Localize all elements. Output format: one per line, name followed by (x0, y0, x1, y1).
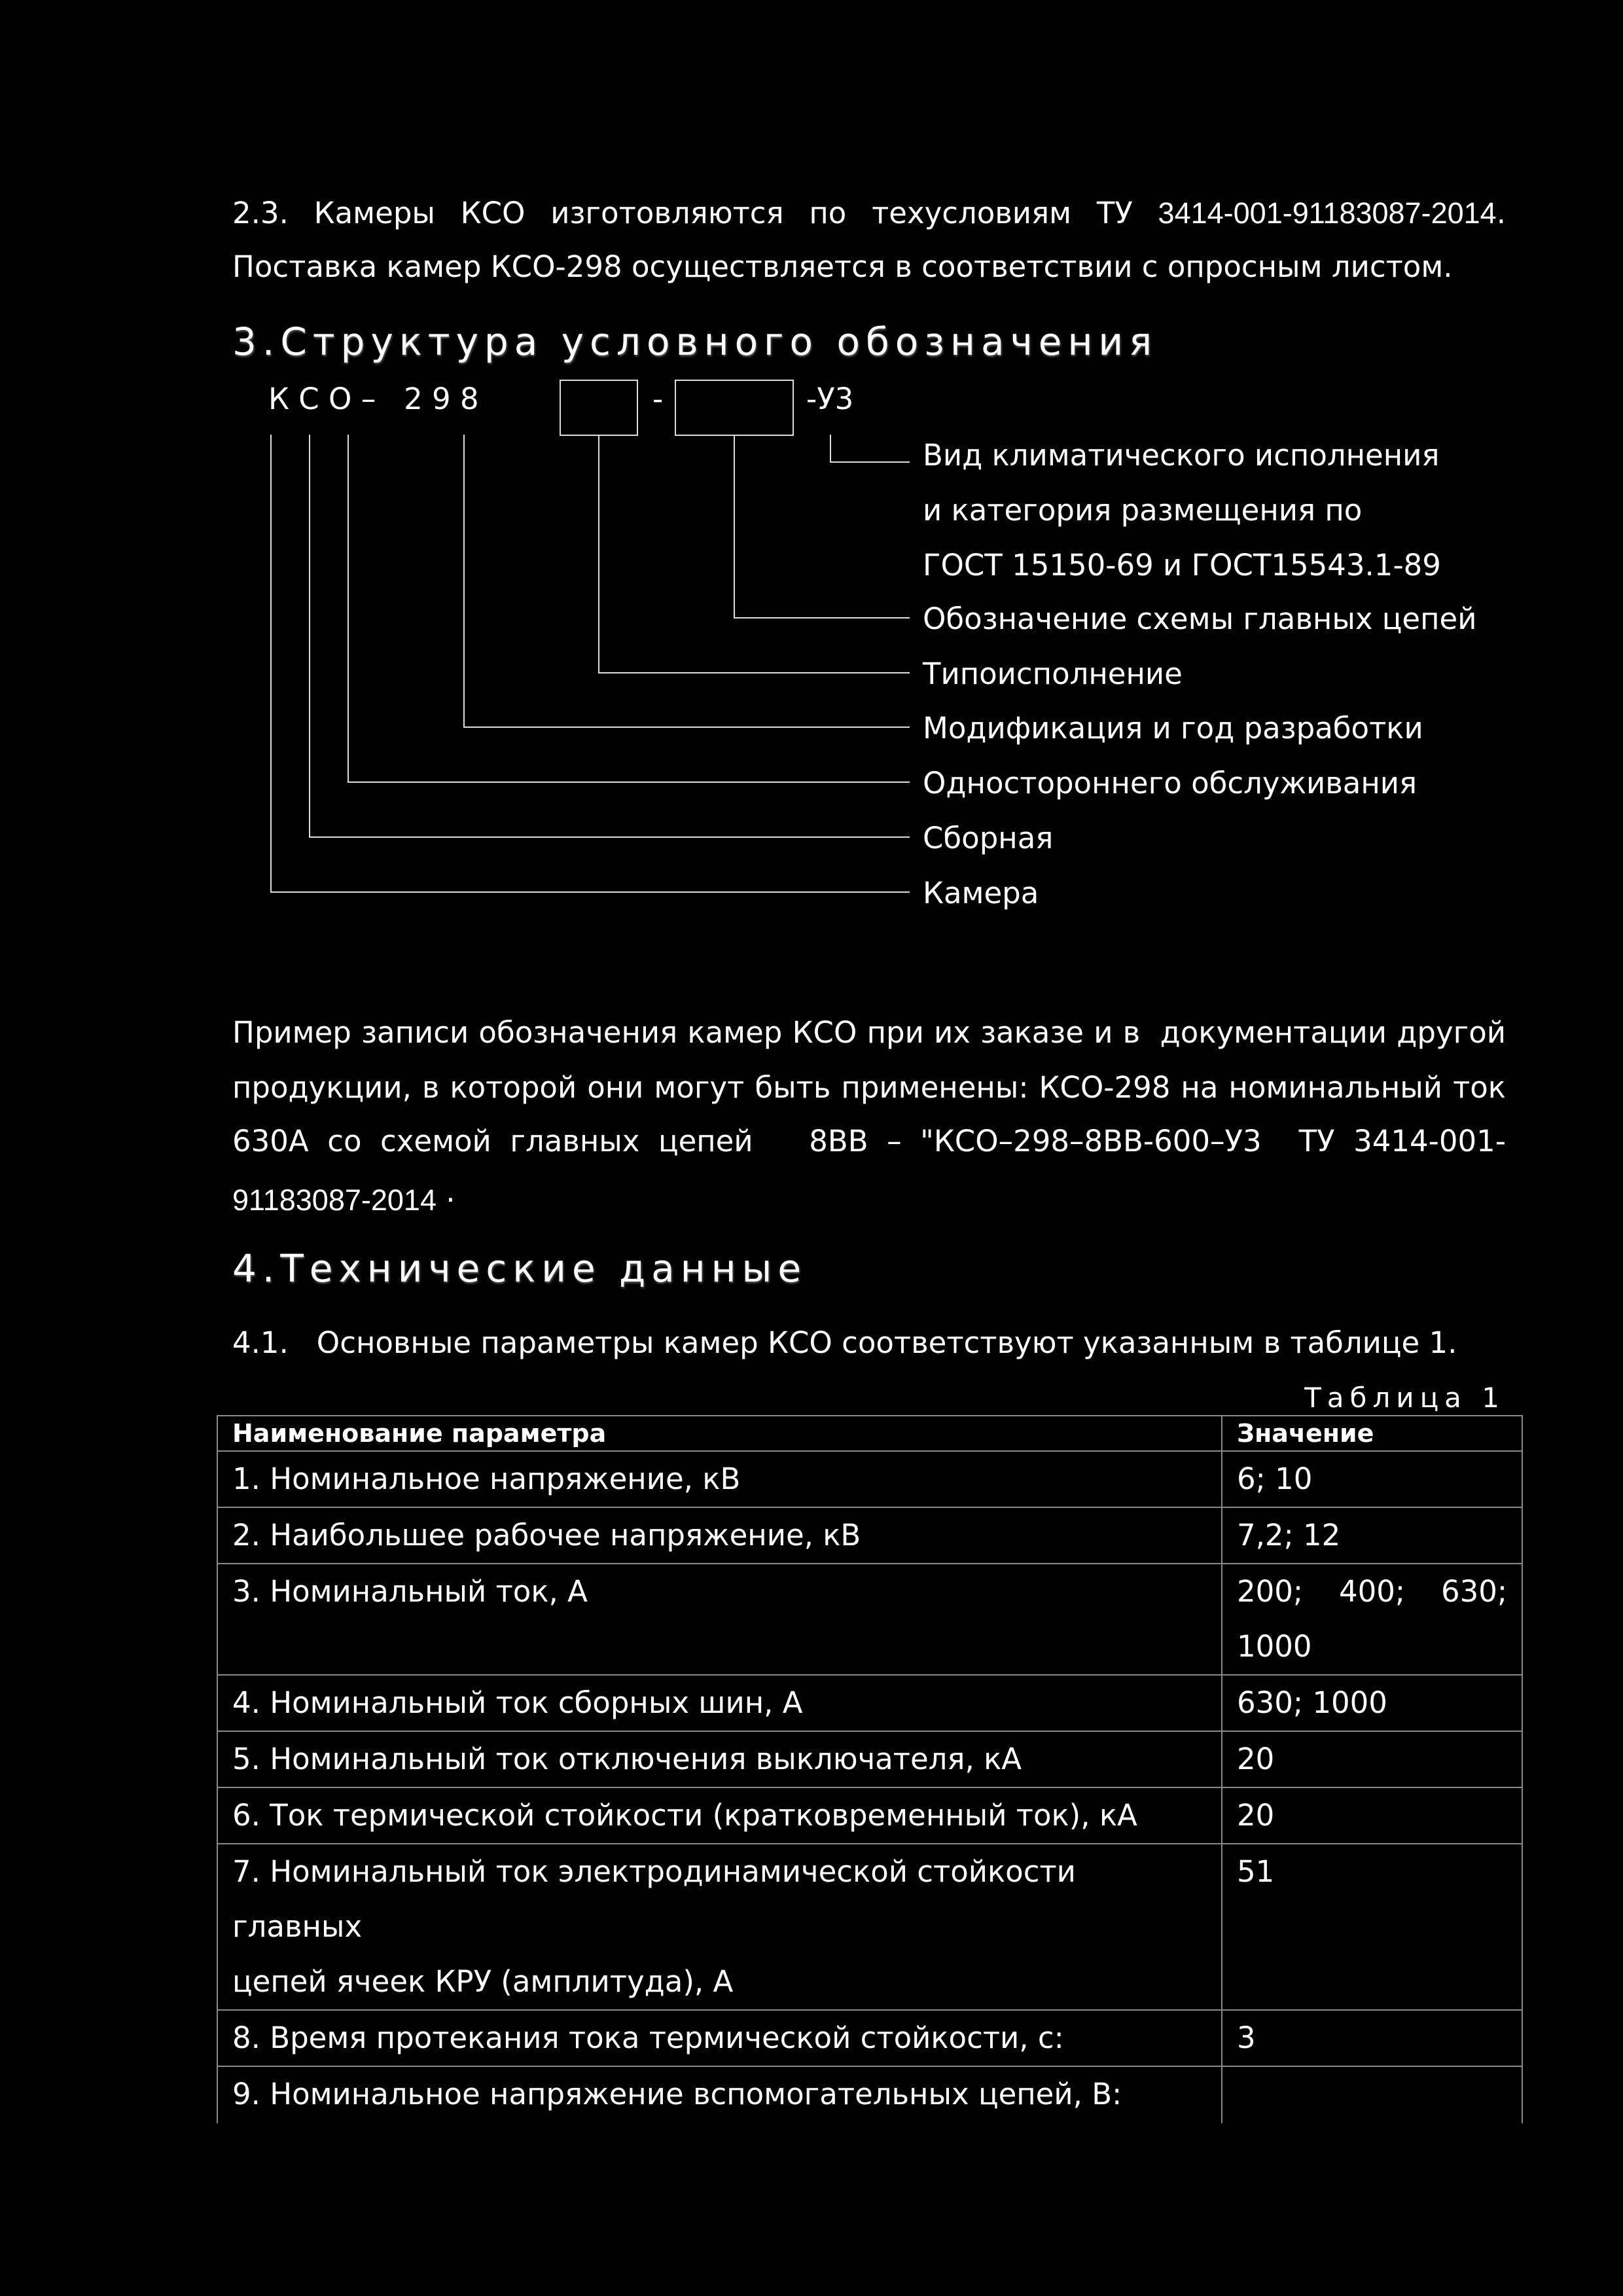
parameters-table (217, 1415, 1523, 2123)
legend-type: Типоисполнение (923, 656, 1183, 691)
connector-type-h (598, 672, 910, 673)
param-cell: 8. Время протекания тока термической стойкости, с: (217, 2010, 1222, 2066)
value-cell: 630; 1000 (1222, 1675, 1522, 1731)
param-line: 7. Номинальный ток электродинамической стойкости главных (232, 1854, 1076, 1944)
value-cell: 51 (1222, 1844, 1522, 2010)
param-cell: 9. Номинальное напряжение вспомогательных цепей, В: (217, 2066, 1222, 2123)
table-row (217, 1451, 1522, 1507)
connector-chamber-h (270, 891, 910, 893)
connector-scheme-v (734, 435, 735, 618)
connector-modification-h (463, 726, 910, 728)
example-line4 (232, 1173, 455, 1228)
designation-suffix: -У3 (806, 382, 854, 416)
param-line: цепей ячеек КРУ (амплитуда), А (232, 1964, 734, 1999)
value-cell: 7,2; 12 (1222, 1507, 1522, 1564)
column-header-value: Значение (1222, 1416, 1522, 1451)
connector-assembled-h (309, 836, 910, 838)
param-cell: 6. Ток термической стойкости (кратковременный ток), кА (217, 1787, 1222, 1844)
table-header-row (217, 1416, 1522, 1451)
connector-scheme-h (734, 617, 910, 619)
section-4-heading: 4.Технические данные (232, 1246, 808, 1291)
section-3-heading: 3.Структура условного обозначения (232, 319, 1158, 364)
connector-service-h (348, 781, 910, 783)
connector-climate-v (830, 435, 831, 462)
value-cell (1222, 2066, 1522, 2123)
legend-climate-line2: и категория размещения по (923, 493, 1363, 528)
table-row (217, 2010, 1522, 2066)
legend-scheme: Обозначение схемы главных цепей (923, 601, 1477, 636)
connector-type-v (598, 435, 599, 673)
legend-service: Одностороннего обслуживания (923, 766, 1418, 800)
example-line1: Пример записи обозначения камер КСО при их заказе и в документации другой (232, 1015, 1506, 1050)
connector-service-v (348, 435, 349, 782)
period: . (1496, 196, 1506, 230)
paragraph-text: Камеры КСО изготовляются по техусловиям ТУ (313, 196, 1133, 230)
legend-modification: Модификация и год разработки (923, 711, 1423, 745)
table-caption: Таблица 1 (1304, 1382, 1505, 1414)
connector-assembled-v (309, 435, 310, 837)
column-header-parameter: Наименование параметра (217, 1416, 1222, 1451)
legend-assembled: Сборная (923, 821, 1054, 855)
table-row (217, 1507, 1522, 1564)
designation-box-type (560, 380, 638, 436)
value-cell: 6; 10 (1222, 1451, 1522, 1507)
paragraph-2-3-line1 (232, 186, 1506, 241)
param-cell (217, 1844, 1222, 2010)
table-row (217, 1844, 1522, 2010)
value-line: 200; 400; 630; (1237, 1574, 1507, 1609)
legend-climate-line1: Вид климатического исполнения (923, 438, 1440, 473)
spec-code: 91183087-2014 (232, 1183, 437, 1217)
legend-chamber: Камера (923, 876, 1039, 910)
table-row (217, 1564, 1522, 1675)
designation-box-scheme (675, 380, 794, 436)
table-row (217, 1787, 1522, 1844)
param-cell: 5. Номинальный ток отключения выключателя, кА (217, 1731, 1222, 1787)
trailing-dot: · (446, 1183, 455, 1217)
table-row (217, 1731, 1522, 1787)
spec-code: 3414-001-91183087-2014 (1158, 196, 1497, 230)
designation-prefix: К С О – 2 9 8 (268, 382, 479, 416)
value-cell: 3 (1222, 2010, 1522, 2066)
param-cell: 1. Номинальное напряжение, кВ (217, 1451, 1222, 1507)
param-cell: 2. Наибольшее рабочее напряжение, кВ (217, 1507, 1222, 1564)
value-cell: 20 (1222, 1787, 1522, 1844)
connector-chamber-v (270, 435, 272, 892)
connector-modification-v (463, 435, 465, 727)
table-row (217, 1675, 1522, 1731)
value-cell: 20 (1222, 1731, 1522, 1787)
designation-dash: - (652, 382, 664, 416)
param-cell: 3. Номинальный ток, А (217, 1564, 1222, 1675)
legend-climate-line3: ГОСТ 15150-69 и ГОСТ15543.1-89 (923, 548, 1441, 583)
param-cell: 4. Номинальный ток сборных шин, А (217, 1675, 1222, 1731)
paragraph-2-3-line2: Поставка камер КСО-298 осуществляется в соответствии с опросным листом. (232, 249, 1453, 284)
value-cell (1222, 1564, 1522, 1675)
section-4-1-intro: 4.1. Основные параметры камер КСО соответствуют указанным в таблице 1. (232, 1325, 1457, 1360)
example-line2: продукции, в которой они могут быть применены: КСО-298 на номинальный ток (232, 1070, 1506, 1105)
example-line3: 630А со схемой главных цепей 8ВВ – "КСО–298–8ВВ-600–У3 ТУ 3414-001- (232, 1124, 1506, 1158)
section-number: 2.3. (232, 196, 289, 230)
connector-climate-h (830, 461, 910, 463)
value-line: 1000 (1237, 1629, 1312, 1664)
table-row (217, 2066, 1522, 2123)
